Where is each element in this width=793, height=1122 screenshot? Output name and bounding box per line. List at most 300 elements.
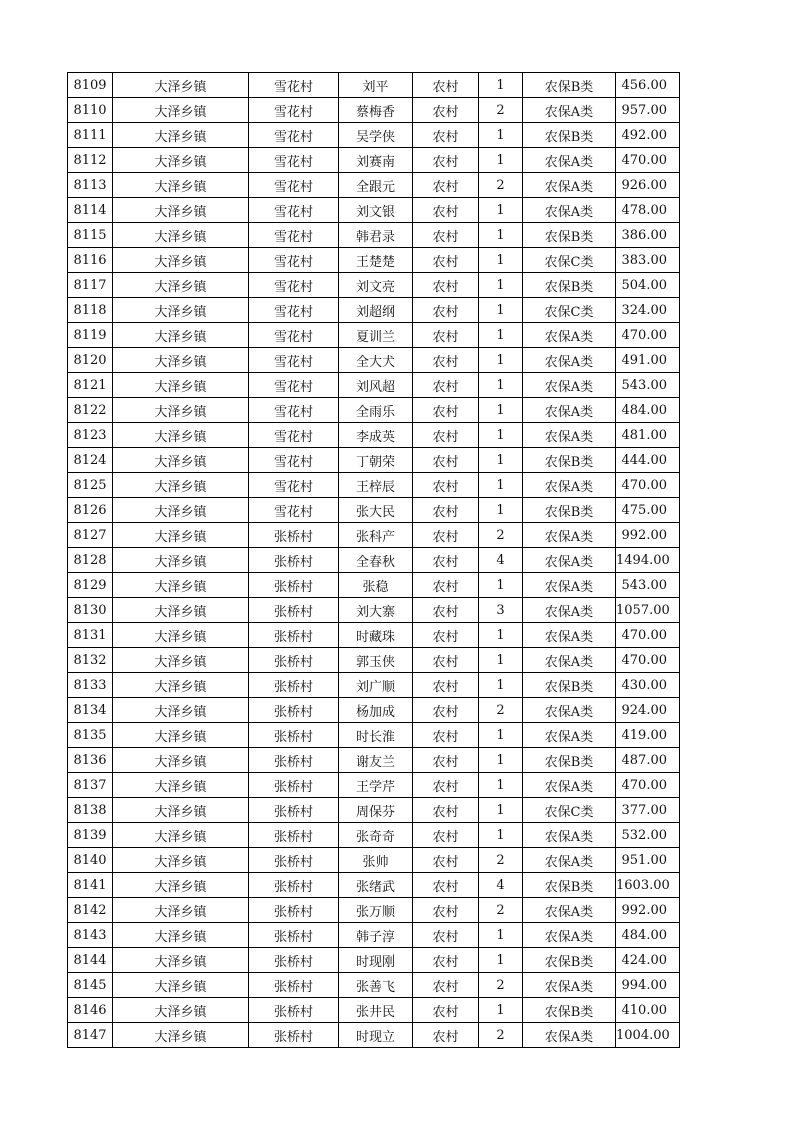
- member-count-cell: 1: [479, 298, 523, 323]
- amount-cell: 470.00: [616, 773, 680, 798]
- table-row: [68, 998, 680, 1023]
- household-type-cell: 农村: [413, 673, 479, 698]
- member-count-cell: 1: [479, 373, 523, 398]
- serial-cell: 8133: [68, 673, 113, 698]
- village-cell: 张桥村: [249, 973, 339, 998]
- category-cell: 农保A类: [523, 398, 616, 423]
- category-cell: 农保B类: [523, 998, 616, 1023]
- name-cell: 刘超纲: [339, 298, 413, 323]
- member-count-cell: 1: [479, 148, 523, 173]
- table-row: [68, 198, 680, 223]
- table-row: [68, 723, 680, 748]
- name-cell: 张大民: [339, 498, 413, 523]
- village-cell: 雪花村: [249, 198, 339, 223]
- household-type-cell: 农村: [413, 598, 479, 623]
- serial-cell: 8135: [68, 723, 113, 748]
- amount-cell: 383.00: [616, 248, 680, 273]
- member-count-cell: 1: [479, 823, 523, 848]
- table-row: [68, 748, 680, 773]
- village-cell: 雪花村: [249, 398, 339, 423]
- township-cell: 大泽乡镇: [113, 248, 249, 273]
- household-type-cell: 农村: [413, 548, 479, 573]
- village-cell: 张桥村: [249, 1023, 339, 1048]
- village-cell: 雪花村: [249, 473, 339, 498]
- household-type-cell: 农村: [413, 98, 479, 123]
- name-cell: 张稳: [339, 573, 413, 598]
- member-count-cell: 1: [479, 223, 523, 248]
- household-type-cell: 农村: [413, 723, 479, 748]
- serial-cell: 8132: [68, 648, 113, 673]
- category-cell: 农保A类: [523, 823, 616, 848]
- member-count-cell: 1: [479, 748, 523, 773]
- village-cell: 雪花村: [249, 323, 339, 348]
- serial-cell: 8110: [68, 98, 113, 123]
- amount-cell: 484.00: [616, 923, 680, 948]
- member-count-cell: 1: [479, 248, 523, 273]
- name-cell: 刘赛南: [339, 148, 413, 173]
- table-row: [68, 948, 680, 973]
- name-cell: 李成英: [339, 423, 413, 448]
- serial-cell: 8113: [68, 173, 113, 198]
- table-row: [68, 598, 680, 623]
- serial-cell: 8141: [68, 873, 113, 898]
- serial-cell: 8121: [68, 373, 113, 398]
- amount-cell: 470.00: [616, 473, 680, 498]
- name-cell: 谢友兰: [339, 748, 413, 773]
- member-count-cell: 1: [479, 648, 523, 673]
- category-cell: 农保B类: [523, 448, 616, 473]
- name-cell: 吴学侠: [339, 123, 413, 148]
- amount-cell: 487.00: [616, 748, 680, 773]
- member-count-cell: 1: [479, 923, 523, 948]
- village-cell: 张桥村: [249, 848, 339, 873]
- category-cell: 农保A类: [523, 1023, 616, 1048]
- category-cell: 农保C类: [523, 248, 616, 273]
- member-count-cell: 1: [479, 723, 523, 748]
- name-cell: 刘风超: [339, 373, 413, 398]
- name-cell: 张帅: [339, 848, 413, 873]
- township-cell: 大泽乡镇: [113, 423, 249, 448]
- amount-cell: 481.00: [616, 423, 680, 448]
- township-cell: 大泽乡镇: [113, 473, 249, 498]
- household-type-cell: 农村: [413, 398, 479, 423]
- township-cell: 大泽乡镇: [113, 598, 249, 623]
- category-cell: 农保A类: [523, 423, 616, 448]
- amount-cell: 1057.00: [616, 598, 680, 623]
- table-row: [68, 873, 680, 898]
- township-cell: 大泽乡镇: [113, 198, 249, 223]
- township-cell: 大泽乡镇: [113, 898, 249, 923]
- table-row: [68, 698, 680, 723]
- category-cell: 农保B类: [523, 673, 616, 698]
- table-row: [68, 773, 680, 798]
- village-cell: 雪花村: [249, 348, 339, 373]
- member-count-cell: 2: [479, 173, 523, 198]
- household-type-cell: 农村: [413, 623, 479, 648]
- category-cell: 农保A类: [523, 548, 616, 573]
- amount-cell: 470.00: [616, 623, 680, 648]
- category-cell: 农保A类: [523, 698, 616, 723]
- name-cell: 丁朝荣: [339, 448, 413, 473]
- township-cell: 大泽乡镇: [113, 348, 249, 373]
- household-type-cell: 农村: [413, 573, 479, 598]
- serial-cell: 8147: [68, 1023, 113, 1048]
- category-cell: 农保A类: [523, 598, 616, 623]
- township-cell: 大泽乡镇: [113, 173, 249, 198]
- amount-cell: 492.00: [616, 123, 680, 148]
- village-cell: 雪花村: [249, 173, 339, 198]
- village-cell: 张桥村: [249, 723, 339, 748]
- amount-cell: 444.00: [616, 448, 680, 473]
- serial-cell: 8124: [68, 448, 113, 473]
- category-cell: 农保B类: [523, 748, 616, 773]
- village-cell: 张桥村: [249, 648, 339, 673]
- village-cell: 雪花村: [249, 423, 339, 448]
- serial-cell: 8123: [68, 423, 113, 448]
- township-cell: 大泽乡镇: [113, 973, 249, 998]
- table-row: [68, 1023, 680, 1048]
- village-cell: 雪花村: [249, 98, 339, 123]
- amount-cell: 475.00: [616, 498, 680, 523]
- table-row: [68, 823, 680, 848]
- category-cell: 农保A类: [523, 648, 616, 673]
- table-row: [68, 648, 680, 673]
- household-type-cell: 农村: [413, 848, 479, 873]
- name-cell: 时现刚: [339, 948, 413, 973]
- member-count-cell: 1: [479, 573, 523, 598]
- village-cell: 张桥村: [249, 948, 339, 973]
- member-count-cell: 1: [479, 448, 523, 473]
- household-type-cell: 农村: [413, 273, 479, 298]
- member-count-cell: 1: [479, 73, 523, 98]
- village-cell: 雪花村: [249, 373, 339, 398]
- category-cell: 农保A类: [523, 373, 616, 398]
- table-row: [68, 148, 680, 173]
- serial-cell: 8119: [68, 323, 113, 348]
- name-cell: 刘平: [339, 73, 413, 98]
- category-cell: 农保B类: [523, 498, 616, 523]
- township-cell: 大泽乡镇: [113, 948, 249, 973]
- amount-cell: 456.00: [616, 73, 680, 98]
- serial-cell: 8145: [68, 973, 113, 998]
- township-cell: 大泽乡镇: [113, 998, 249, 1023]
- village-cell: 雪花村: [249, 123, 339, 148]
- member-count-cell: 1: [479, 273, 523, 298]
- table-row: [68, 348, 680, 373]
- table-row: [68, 848, 680, 873]
- name-cell: 张善飞: [339, 973, 413, 998]
- member-count-cell: 2: [479, 523, 523, 548]
- township-cell: 大泽乡镇: [113, 273, 249, 298]
- name-cell: 时长淮: [339, 723, 413, 748]
- table-row: [68, 373, 680, 398]
- serial-cell: 8118: [68, 298, 113, 323]
- amount-cell: 951.00: [616, 848, 680, 873]
- serial-cell: 8130: [68, 598, 113, 623]
- township-cell: 大泽乡镇: [113, 648, 249, 673]
- name-cell: 刘文亮: [339, 273, 413, 298]
- category-cell: 农保A类: [523, 323, 616, 348]
- household-type-cell: 农村: [413, 898, 479, 923]
- serial-cell: 8129: [68, 573, 113, 598]
- table-row: [68, 473, 680, 498]
- serial-cell: 8109: [68, 73, 113, 98]
- amount-cell: 543.00: [616, 373, 680, 398]
- member-count-cell: 4: [479, 548, 523, 573]
- township-cell: 大泽乡镇: [113, 148, 249, 173]
- amount-cell: 1494.00: [616, 548, 680, 573]
- township-cell: 大泽乡镇: [113, 223, 249, 248]
- household-type-cell: 农村: [413, 248, 479, 273]
- township-cell: 大泽乡镇: [113, 623, 249, 648]
- serial-cell: 8114: [68, 198, 113, 223]
- household-type-cell: 农村: [413, 448, 479, 473]
- category-cell: 农保A类: [523, 523, 616, 548]
- name-cell: 张绪武: [339, 873, 413, 898]
- member-count-cell: 2: [479, 1023, 523, 1048]
- village-cell: 雪花村: [249, 498, 339, 523]
- village-cell: 张桥村: [249, 823, 339, 848]
- household-type-cell: 农村: [413, 73, 479, 98]
- category-cell: 农保A类: [523, 198, 616, 223]
- household-type-cell: 农村: [413, 173, 479, 198]
- amount-cell: 994.00: [616, 973, 680, 998]
- category-cell: 农保A类: [523, 148, 616, 173]
- village-cell: 张桥村: [249, 923, 339, 948]
- serial-cell: 8112: [68, 148, 113, 173]
- member-count-cell: 2: [479, 848, 523, 873]
- amount-cell: 484.00: [616, 398, 680, 423]
- township-cell: 大泽乡镇: [113, 873, 249, 898]
- name-cell: 全大犬: [339, 348, 413, 373]
- category-cell: 农保A类: [523, 723, 616, 748]
- household-type-cell: 农村: [413, 348, 479, 373]
- member-count-cell: 2: [479, 698, 523, 723]
- amount-cell: 992.00: [616, 523, 680, 548]
- serial-cell: 8138: [68, 798, 113, 823]
- village-cell: 张桥村: [249, 673, 339, 698]
- household-type-cell: 农村: [413, 123, 479, 148]
- township-cell: 大泽乡镇: [113, 848, 249, 873]
- household-type-cell: 农村: [413, 498, 479, 523]
- amount-cell: 1603.00: [616, 873, 680, 898]
- member-count-cell: 1: [479, 123, 523, 148]
- table-row: [68, 423, 680, 448]
- category-cell: 农保B类: [523, 73, 616, 98]
- category-cell: 农保A类: [523, 98, 616, 123]
- household-type-cell: 农村: [413, 148, 479, 173]
- household-type-cell: 农村: [413, 198, 479, 223]
- name-cell: 韩子淳: [339, 923, 413, 948]
- village-cell: 张桥村: [249, 898, 339, 923]
- serial-cell: 8111: [68, 123, 113, 148]
- household-type-cell: 农村: [413, 473, 479, 498]
- household-type-cell: 农村: [413, 298, 479, 323]
- village-cell: 雪花村: [249, 248, 339, 273]
- household-type-cell: 农村: [413, 323, 479, 348]
- name-cell: 王梓辰: [339, 473, 413, 498]
- amount-cell: 324.00: [616, 298, 680, 323]
- category-cell: 农保B类: [523, 273, 616, 298]
- amount-cell: 470.00: [616, 323, 680, 348]
- village-cell: 张桥村: [249, 798, 339, 823]
- member-count-cell: 1: [479, 398, 523, 423]
- member-count-cell: 1: [479, 948, 523, 973]
- village-cell: 雪花村: [249, 448, 339, 473]
- household-type-cell: 农村: [413, 1023, 479, 1048]
- category-cell: 农保B类: [523, 948, 616, 973]
- table-row: [68, 223, 680, 248]
- amount-cell: 543.00: [616, 573, 680, 598]
- township-cell: 大泽乡镇: [113, 398, 249, 423]
- category-cell: 农保A类: [523, 848, 616, 873]
- name-cell: 时现立: [339, 1023, 413, 1048]
- township-cell: 大泽乡镇: [113, 773, 249, 798]
- amount-cell: 478.00: [616, 198, 680, 223]
- category-cell: 农保A类: [523, 973, 616, 998]
- amount-cell: 410.00: [616, 998, 680, 1023]
- category-cell: 农保A类: [523, 773, 616, 798]
- category-cell: 农保C类: [523, 798, 616, 823]
- township-cell: 大泽乡镇: [113, 73, 249, 98]
- serial-cell: 8117: [68, 273, 113, 298]
- name-cell: 郭玉侠: [339, 648, 413, 673]
- roster-body: [68, 73, 680, 1048]
- category-cell: 农保A类: [523, 923, 616, 948]
- member-count-cell: 1: [479, 773, 523, 798]
- household-type-cell: 农村: [413, 748, 479, 773]
- serial-cell: 8122: [68, 398, 113, 423]
- name-cell: 蔡梅香: [339, 98, 413, 123]
- name-cell: 张井民: [339, 998, 413, 1023]
- serial-cell: 8140: [68, 848, 113, 873]
- household-type-cell: 农村: [413, 698, 479, 723]
- member-count-cell: 1: [479, 998, 523, 1023]
- category-cell: 农保B类: [523, 873, 616, 898]
- member-count-cell: 3: [479, 598, 523, 623]
- category-cell: 农保A类: [523, 473, 616, 498]
- village-cell: 张桥村: [249, 773, 339, 798]
- township-cell: 大泽乡镇: [113, 723, 249, 748]
- serial-cell: 8128: [68, 548, 113, 573]
- member-count-cell: 2: [479, 973, 523, 998]
- village-cell: 雪花村: [249, 273, 339, 298]
- household-type-cell: 农村: [413, 798, 479, 823]
- roster-table: [67, 72, 680, 1048]
- name-cell: 夏训兰: [339, 323, 413, 348]
- amount-cell: 924.00: [616, 698, 680, 723]
- serial-cell: 8136: [68, 748, 113, 773]
- table-row: [68, 673, 680, 698]
- amount-cell: 926.00: [616, 173, 680, 198]
- village-cell: 张桥村: [249, 998, 339, 1023]
- township-cell: 大泽乡镇: [113, 748, 249, 773]
- name-cell: 韩君录: [339, 223, 413, 248]
- member-count-cell: 1: [479, 348, 523, 373]
- amount-cell: 386.00: [616, 223, 680, 248]
- village-cell: 雪花村: [249, 148, 339, 173]
- member-count-cell: 2: [479, 898, 523, 923]
- table-row: [68, 623, 680, 648]
- village-cell: 雪花村: [249, 73, 339, 98]
- table-row: [68, 523, 680, 548]
- table-row: [68, 173, 680, 198]
- serial-cell: 8125: [68, 473, 113, 498]
- category-cell: 农保B类: [523, 123, 616, 148]
- township-cell: 大泽乡镇: [113, 98, 249, 123]
- member-count-cell: 1: [479, 798, 523, 823]
- township-cell: 大泽乡镇: [113, 798, 249, 823]
- table-row: [68, 548, 680, 573]
- serial-cell: 8131: [68, 623, 113, 648]
- member-count-cell: 1: [479, 473, 523, 498]
- township-cell: 大泽乡镇: [113, 1023, 249, 1048]
- township-cell: 大泽乡镇: [113, 123, 249, 148]
- name-cell: 全跟元: [339, 173, 413, 198]
- amount-cell: 430.00: [616, 673, 680, 698]
- village-cell: 张桥村: [249, 873, 339, 898]
- village-cell: 雪花村: [249, 298, 339, 323]
- serial-cell: 8120: [68, 348, 113, 373]
- amount-cell: 470.00: [616, 148, 680, 173]
- member-count-cell: 1: [479, 198, 523, 223]
- serial-cell: 8116: [68, 248, 113, 273]
- township-cell: 大泽乡镇: [113, 498, 249, 523]
- amount-cell: 532.00: [616, 823, 680, 848]
- household-type-cell: 农村: [413, 998, 479, 1023]
- serial-cell: 8143: [68, 923, 113, 948]
- household-type-cell: 农村: [413, 773, 479, 798]
- amount-cell: 424.00: [616, 948, 680, 973]
- serial-cell: 8142: [68, 898, 113, 923]
- table-row: [68, 448, 680, 473]
- table-row: [68, 98, 680, 123]
- township-cell: 大泽乡镇: [113, 823, 249, 848]
- category-cell: 农保A类: [523, 348, 616, 373]
- name-cell: 时藏珠: [339, 623, 413, 648]
- amount-cell: 992.00: [616, 898, 680, 923]
- table-row: [68, 498, 680, 523]
- amount-cell: 957.00: [616, 98, 680, 123]
- household-type-cell: 农村: [413, 373, 479, 398]
- amount-cell: 1004.00: [616, 1023, 680, 1048]
- household-type-cell: 农村: [413, 823, 479, 848]
- member-count-cell: 1: [479, 498, 523, 523]
- table-row: [68, 248, 680, 273]
- table-row: [68, 298, 680, 323]
- table-row: [68, 123, 680, 148]
- amount-cell: 377.00: [616, 798, 680, 823]
- serial-cell: 8137: [68, 773, 113, 798]
- name-cell: 刘大寨: [339, 598, 413, 623]
- village-cell: 张桥村: [249, 523, 339, 548]
- township-cell: 大泽乡镇: [113, 673, 249, 698]
- member-count-cell: 1: [479, 423, 523, 448]
- table-row: [68, 898, 680, 923]
- township-cell: 大泽乡镇: [113, 523, 249, 548]
- table-row: [68, 973, 680, 998]
- village-cell: 张桥村: [249, 623, 339, 648]
- serial-cell: 8115: [68, 223, 113, 248]
- member-count-cell: 1: [479, 623, 523, 648]
- serial-cell: 8127: [68, 523, 113, 548]
- household-type-cell: 农村: [413, 973, 479, 998]
- name-cell: 王学芹: [339, 773, 413, 798]
- amount-cell: 491.00: [616, 348, 680, 373]
- household-type-cell: 农村: [413, 223, 479, 248]
- category-cell: 农保A类: [523, 898, 616, 923]
- name-cell: 刘文银: [339, 198, 413, 223]
